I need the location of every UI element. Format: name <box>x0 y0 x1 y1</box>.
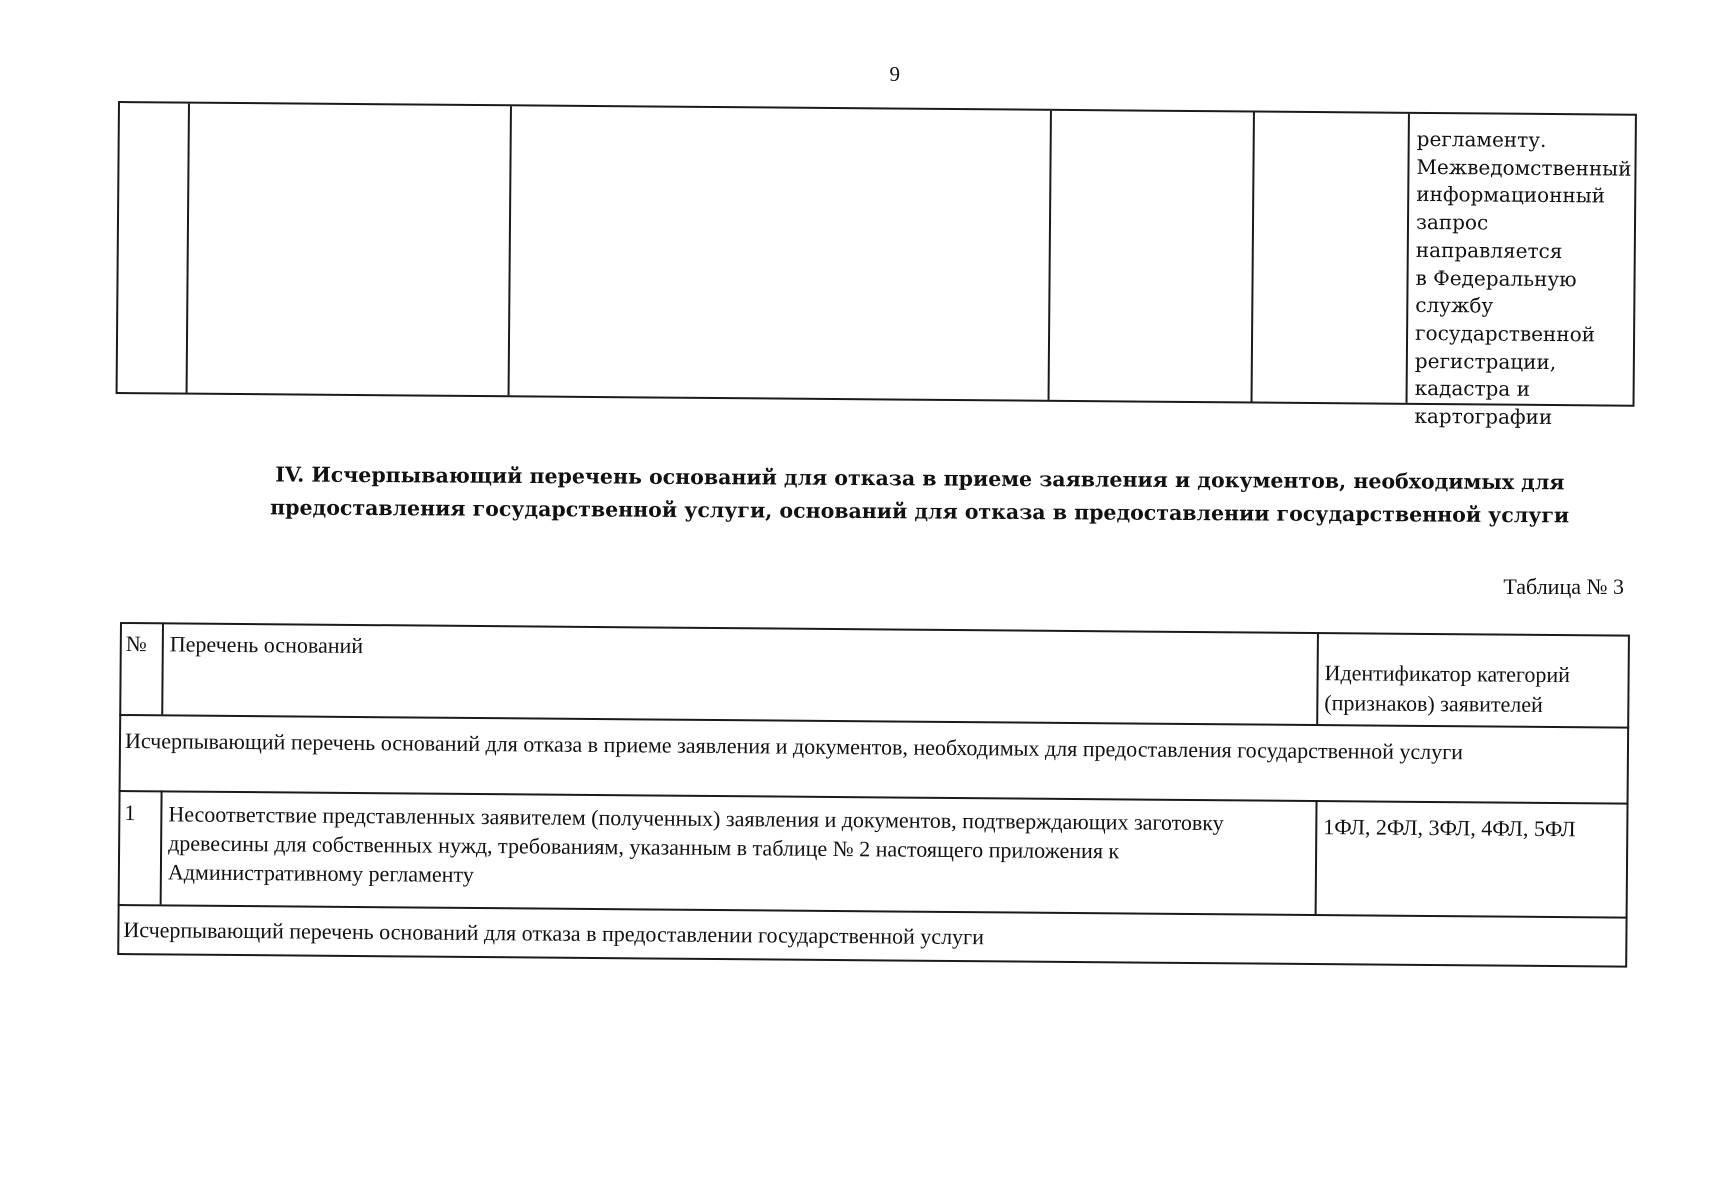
header-number: № <box>125 631 147 657</box>
header-grounds: Перечень оснований <box>169 631 364 659</box>
grounds-table <box>117 622 1630 968</box>
continuation-cell-text: регламенту. Межведомственный информационный запрос направляется в Федеральную службу государственной регистрации, кадастра и картографии <box>1414 126 1632 430</box>
row-categories: 1ФЛ, 2ФЛ, 3ФЛ, 4ФЛ, 5ФЛ <box>1323 814 1576 842</box>
table-column-divider <box>508 106 512 395</box>
table-caption: Таблица № 3 <box>1503 574 1624 599</box>
page-number: 9 <box>889 62 901 86</box>
section-heading: IV. Исчерпывающий перечень оснований для отказа в приеме заявления и документов, необходимых для предоставления государственной услуги, оснований для отказа в предоставлении государственной услуги <box>270 462 1570 528</box>
row-number: 1 <box>124 800 136 826</box>
table-column-divider <box>1251 113 1255 402</box>
row-ground: Несоответствие представленных заявителем (полученных) заявления и документов, подтверждающих заготовку древесины для собственных нужд, требованиям, указанным в таблице № 2 настоящего приложения к Административному регламенту <box>167 801 1224 887</box>
group-reception-title: Исчерпывающий перечень оснований для отказа в приеме заявления и документов, необходимых для предоставления государственной услуги <box>124 728 1464 765</box>
continuation-table <box>116 101 1637 430</box>
table-column-divider <box>1406 114 1410 403</box>
header-category-id: Идентификатор категорий (признаков) заявителей <box>1324 660 1571 717</box>
group-provision-title: Исчерпывающий перечень оснований для отказа в предоставлении государственной услуги <box>123 917 985 950</box>
table-column-divider <box>186 104 190 393</box>
table-column-divider <box>1048 111 1052 400</box>
